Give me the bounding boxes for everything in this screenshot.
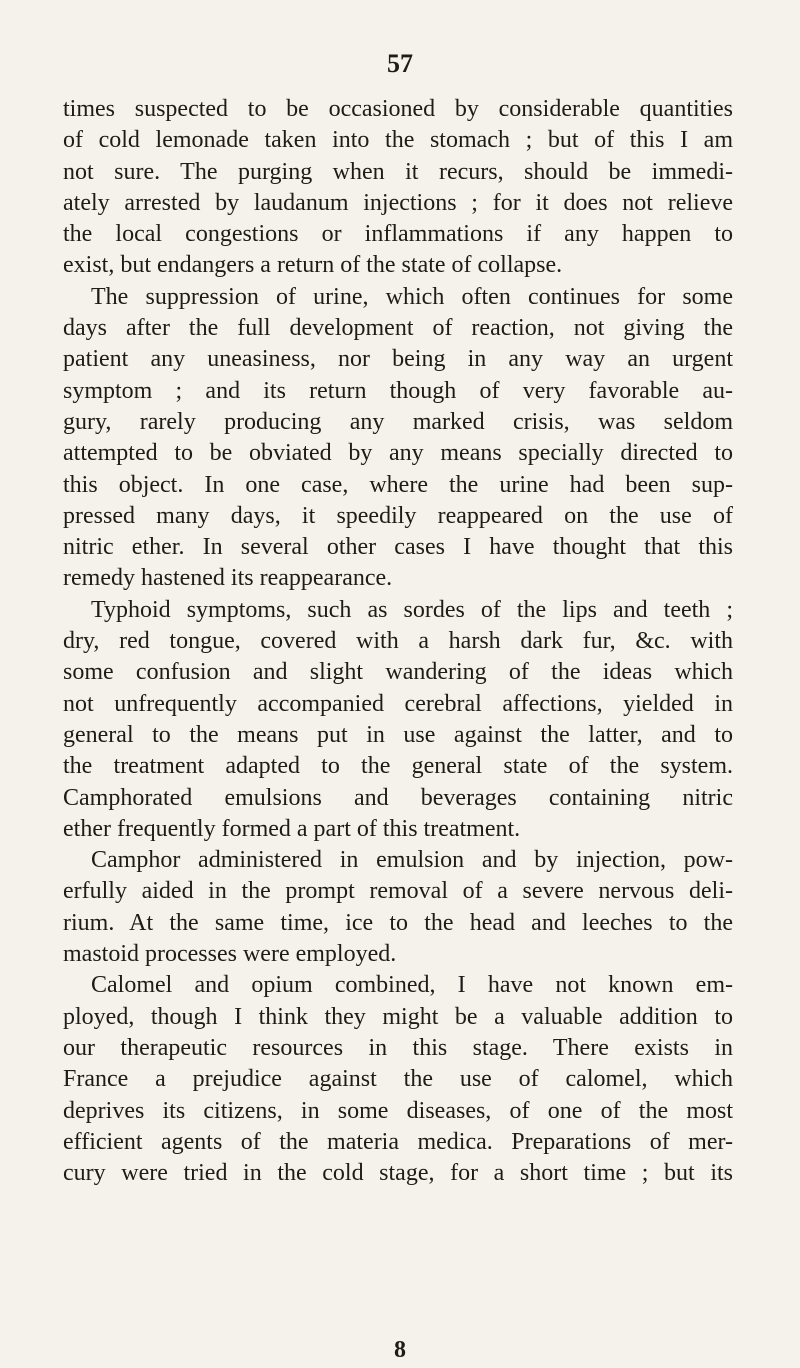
text-line: deprives its citizens, in some diseases, of one of the most (63, 1097, 733, 1124)
text-line: attempted to be obviated by any means specially directed to (63, 440, 733, 467)
page-number: 57 (387, 49, 413, 78)
text-line: patient any uneasiness, nor being in any way an urgent (63, 346, 733, 373)
text-line: of cold lemonade taken into the stomach ; but of this I am (63, 127, 733, 154)
text-line: remedy hastened its reappearance. (63, 565, 393, 592)
paragraph-start-line: Typhoid symptoms, such as sordes of the lips and teeth ; (91, 596, 733, 623)
text-line: Camphorated emulsions and beverages containing nitric (63, 784, 733, 811)
text-line: the treatment adapted to the general state of the system. (63, 753, 733, 780)
text-line: nitric ether. In several other cases I have thought that this (63, 534, 733, 561)
text-line: pressed many days, it speedily reappeared on the use of (63, 502, 733, 529)
text-line: mastoid processes were employed. (63, 941, 397, 968)
body-text (63, 94, 733, 1189)
text-line: ployed, though I think they might be a valuable addition to (63, 1003, 733, 1030)
text-line: general to the means put in use against the latter, and to (63, 721, 733, 748)
paragraph-start-line: The suppression of urine, which often continues for some (91, 283, 733, 310)
paragraph-start-line: Camphor administered in emulsion and by injection, pow- (91, 847, 733, 874)
text-line: not sure. The purging when it recurs, should be immedi- (63, 158, 733, 185)
text-line: dry, red tongue, covered with a harsh dark fur, &c. with (63, 628, 733, 655)
text-line: times suspected to be occasioned by considerable quantities (63, 96, 733, 122)
text-line: days after the full development of reaction, not giving the (63, 315, 733, 342)
text-line: this object. In one case, where the urine had been sup- (63, 471, 733, 498)
text-line: cury were tried in the cold stage, for a short time ; but its (63, 1160, 733, 1187)
text-line: symptom ; and its return though of very favorable au- (63, 377, 733, 404)
text-line: erfully aided in the prompt removal of a severe nervous deli- (63, 878, 733, 905)
signature-mark: 8 (394, 1337, 406, 1363)
text-line: ether frequently formed a part of this treatment. (63, 815, 521, 842)
text-line: rium. At the same time, ice to the head and leeches to the (63, 909, 733, 936)
text-line: ately arrested by laudanum injections ; for it does not relieve (63, 189, 733, 216)
text-line: gury, rarely producing any marked crisis, was seldom (63, 408, 733, 435)
text-line: exist, but endangers a return of the state of collapse. (63, 252, 563, 279)
paragraph-start-line: Calomel and opium combined, I have not known em- (91, 972, 733, 999)
text-line: not unfrequently accompanied cerebral affections, yielded in (63, 690, 733, 717)
text-line: France a prejudice against the use of calomel, which (63, 1066, 733, 1093)
text-line: the local congestions or inflammations if any happen to (63, 221, 733, 248)
text-line: some confusion and slight wandering of the ideas which (63, 659, 733, 686)
text-line: efficient agents of the materia medica. Preparations of mer- (63, 1128, 733, 1155)
text-line: our therapeutic resources in this stage. There exists in (63, 1034, 733, 1061)
